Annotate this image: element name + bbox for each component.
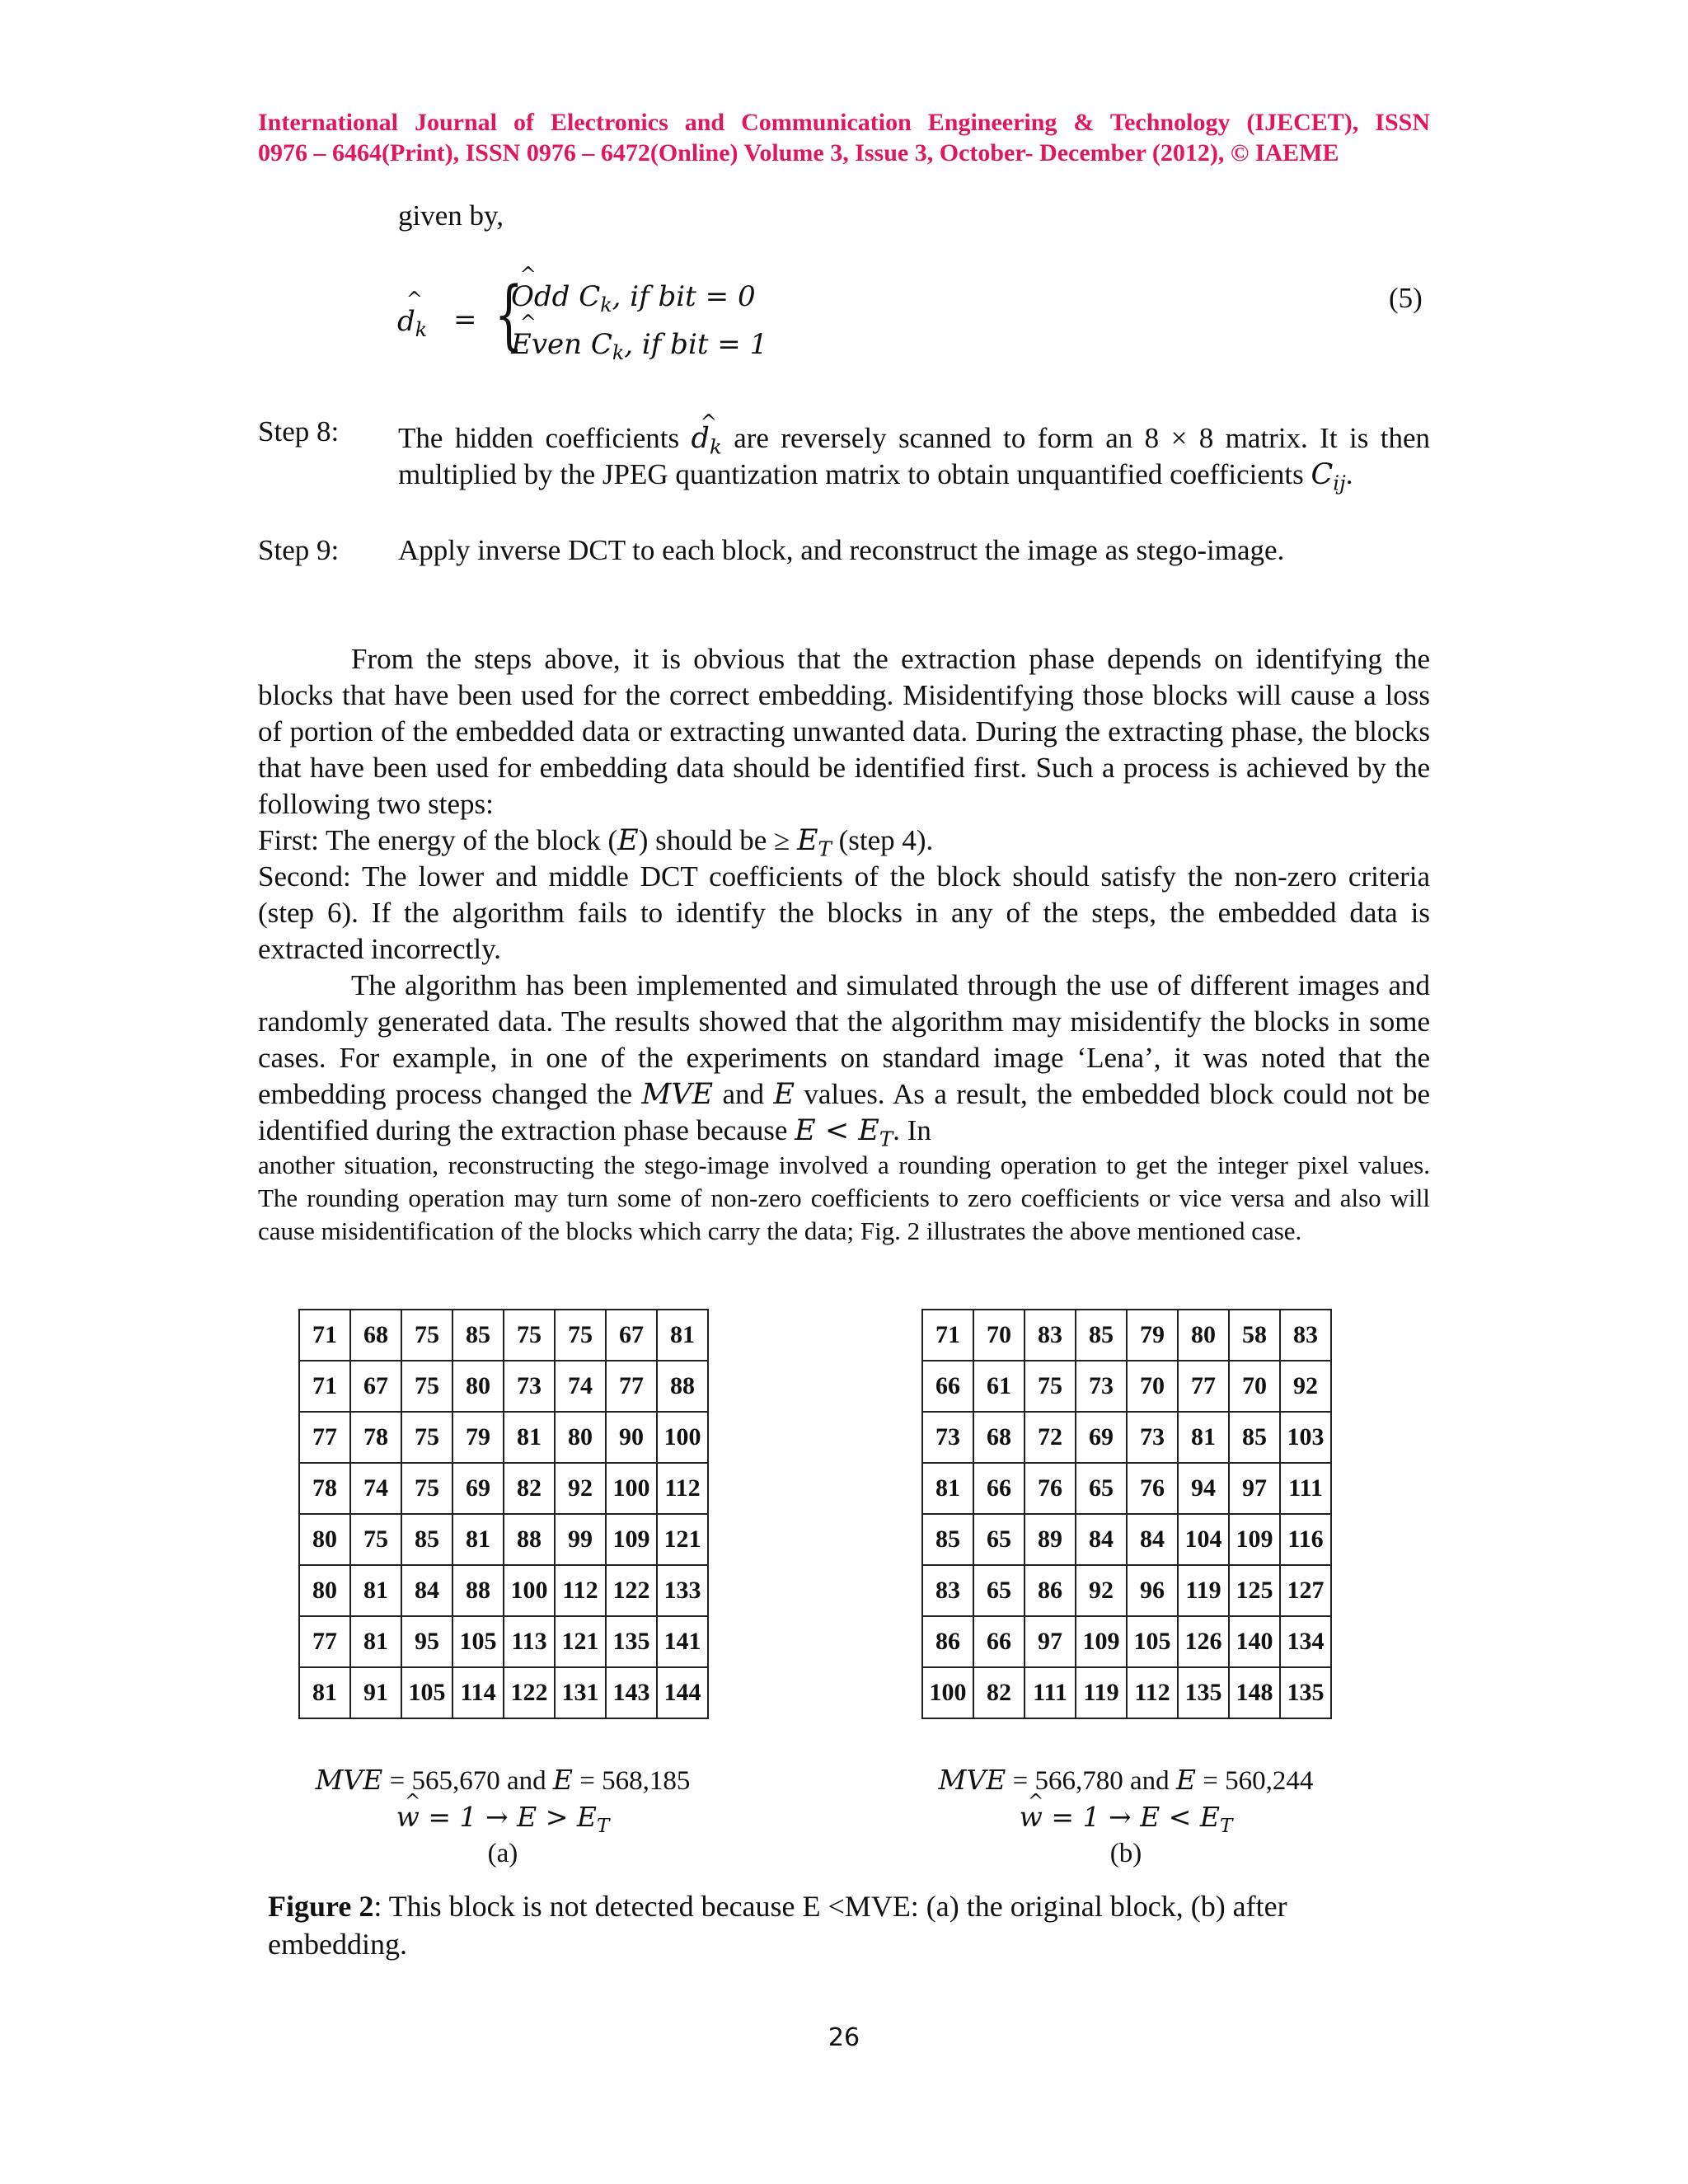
table-cell: 69 (452, 1463, 504, 1514)
table-cell: 105 (1127, 1616, 1178, 1667)
table-cell: 68 (973, 1412, 1025, 1463)
table-cell: 112 (1127, 1667, 1178, 1718)
caption-a-relation: w ^ = $1 \to E > E_T$ (247, 1799, 758, 1835)
table-row (299, 1412, 708, 1463)
table-cell: 68 (350, 1310, 401, 1361)
table-cell: 114 (452, 1667, 504, 1718)
table-cell: 84 (1076, 1514, 1127, 1565)
table-row (299, 1616, 708, 1667)
table-cell: 85 (452, 1310, 504, 1361)
table-cell: 74 (555, 1361, 606, 1412)
table-row (922, 1667, 1331, 1718)
table-cell: 103 (1280, 1412, 1331, 1463)
table-cell: 81 (657, 1310, 708, 1361)
table-cell: 85 (401, 1514, 452, 1565)
table-cell: 135 (606, 1616, 657, 1667)
table-cell: 83 (1280, 1310, 1331, 1361)
caption-a-label: (a) (487, 1839, 518, 1868)
step-9-text: Apply inverse DCT to each block, and reconstruct the image as stego-image. (398, 534, 1285, 566)
table-cell: 77 (299, 1412, 350, 1463)
table-row (922, 1412, 1331, 1463)
table-cell: 75 (350, 1514, 401, 1565)
table-cell: 81 (350, 1565, 401, 1616)
table-cell: 85 (1229, 1412, 1280, 1463)
table-cell: 111 (1280, 1463, 1331, 1514)
table-row (299, 1310, 708, 1361)
table-cell: 82 (973, 1667, 1025, 1718)
paragraph-first-step: First: The energy of the block (E) should be ≥ $E_T$ (step 4). (258, 824, 934, 861)
table-cell: 77 (606, 1361, 657, 1412)
table-cell: 76 (1025, 1463, 1076, 1514)
table-cell: 80 (1178, 1310, 1229, 1361)
table-cell: 88 (504, 1514, 555, 1565)
figure-caption (268, 1887, 1422, 1963)
table-embedded-block (921, 1309, 1332, 1719)
table-cell: 79 (1127, 1310, 1178, 1361)
table-cell: 140 (1229, 1616, 1280, 1667)
table-cell: 71 (922, 1310, 973, 1361)
table-cell: 71 (299, 1361, 350, 1412)
caption-b (870, 1762, 1381, 1872)
table-cell: 97 (1229, 1463, 1280, 1514)
table-cell: 66 (922, 1361, 973, 1412)
step-9-label: Step 9: (258, 534, 340, 566)
table-cell: 135 (1280, 1667, 1331, 1718)
table-cell: 86 (922, 1616, 973, 1667)
table-cell: 69 (1076, 1412, 1127, 1463)
table-cell: 78 (299, 1463, 350, 1514)
table-cell: 65 (973, 1514, 1025, 1565)
table-row (299, 1565, 708, 1616)
table-cell: 131 (555, 1667, 606, 1718)
body-paragraph-1 (258, 641, 1430, 1248)
table-row (299, 1667, 708, 1718)
table-cell: 66 (973, 1463, 1025, 1514)
eq-case-2: Even C $\^{}_k$, if bit = 1 (511, 328, 767, 361)
table-cell: 76 (1127, 1463, 1178, 1514)
table-cell: 70 (1127, 1361, 1178, 1412)
table-cell: 112 (657, 1463, 708, 1514)
paragraph-rounding: another situation, reconstructing the stego-image involved a rounding operation to get the integer pixel values. The rounding operation may turn some of non-zero coefficients to zero coefficients or vice versa and also will cause misidentification of the blocks which carry the data; Fig. 2 illustrates the above mentioned case. (258, 1151, 1430, 1245)
eq-equals: = (453, 303, 477, 336)
table-cell: 81 (504, 1412, 555, 1463)
step-8-text: The hidden coefficients d $\^{}_k$ are reversely scanned to form an 8 × 8 matrix. It is then multiplied by the JPEG quantization matrix to obtain unquantified coefficients $C_{ij}$. (398, 420, 1430, 493)
table-cell: 81 (1178, 1412, 1229, 1463)
table-cell: 77 (1178, 1361, 1229, 1412)
eq-brace: { (494, 270, 523, 359)
table-cell: 81 (299, 1667, 350, 1718)
table-cell: 105 (452, 1616, 504, 1667)
table-cell: 90 (606, 1412, 657, 1463)
table-cell: 81 (350, 1616, 401, 1667)
table-cell: 86 (1025, 1565, 1076, 1616)
table-cell: 143 (606, 1667, 657, 1718)
table-cell: 89 (1025, 1514, 1076, 1565)
journal-header (258, 107, 1430, 168)
table-row (299, 1463, 708, 1514)
table-cell: 133 (657, 1565, 708, 1616)
table-cell: 70 (973, 1310, 1025, 1361)
table-cell: 119 (1178, 1565, 1229, 1616)
table-row (299, 1361, 708, 1412)
table-cell: 97 (1025, 1616, 1076, 1667)
table-cell: 75 (555, 1310, 606, 1361)
table-cell: 94 (1178, 1463, 1229, 1514)
page-number: 26 (828, 2023, 860, 2052)
table-cell: 84 (1127, 1514, 1178, 1565)
table-cell: 112 (555, 1565, 606, 1616)
table-cell: 141 (657, 1616, 708, 1667)
figure-caption-label: Figure 2 (268, 1890, 374, 1923)
table-cell: 58 (1229, 1310, 1280, 1361)
equation-5 (396, 270, 857, 371)
table-cell: 122 (606, 1565, 657, 1616)
table-cell: 95 (401, 1616, 452, 1667)
table-cell: 116 (1280, 1514, 1331, 1565)
table-cell: 135 (1178, 1667, 1229, 1718)
table-cell: 105 (401, 1667, 452, 1718)
table-cell: 126 (1178, 1616, 1229, 1667)
table-cell: 73 (1127, 1412, 1178, 1463)
paragraph-extraction: From the steps above, it is obvious that the extraction phase depends on identifying the blocks that have been used for the correct embedding. Misidentifying those blocks will cause a loss of portion of the embedded data or extracting unwanted data. During the extracting phase, the blocks that have been used for embedding data should be identified first. Such a process is achieved by the following two steps: (258, 643, 1430, 820)
table-cell: 88 (657, 1361, 708, 1412)
table-cell: 81 (922, 1463, 973, 1514)
table-cell: 73 (922, 1412, 973, 1463)
table-row (922, 1565, 1331, 1616)
table-cell: 100 (922, 1667, 973, 1718)
table-cell: 73 (1076, 1361, 1127, 1412)
table-cell: 85 (1076, 1310, 1127, 1361)
intro-text: given by, (398, 199, 504, 232)
table-cell: 75 (401, 1361, 452, 1412)
table-cell: 80 (452, 1361, 504, 1412)
table-cell: 91 (350, 1667, 401, 1718)
table-cell: 78 (350, 1412, 401, 1463)
table-cell: 84 (401, 1565, 452, 1616)
table-cell: 72 (1025, 1412, 1076, 1463)
table-cell: 67 (350, 1361, 401, 1412)
table-row (922, 1616, 1331, 1667)
table-row (922, 1514, 1331, 1565)
eq-case-1: Odd C $\^{}_k$, if bit = 0 (511, 280, 756, 313)
table-cell: 75 (401, 1463, 452, 1514)
table-cell: 83 (922, 1565, 973, 1616)
table-cell: 85 (922, 1514, 973, 1565)
table-cell: 113 (504, 1616, 555, 1667)
table-cell: 109 (1076, 1616, 1127, 1667)
table-cell: 92 (1076, 1565, 1127, 1616)
table-cell: 81 (452, 1514, 504, 1565)
table-cell: 74 (350, 1463, 401, 1514)
table-cell: 99 (555, 1514, 606, 1565)
table-cell: 121 (555, 1616, 606, 1667)
table-cell: 121 (657, 1514, 708, 1565)
table-row (922, 1463, 1331, 1514)
table-row (922, 1310, 1331, 1361)
header-line-2: 0976 – 6464(Print), ISSN 0976 – 6472(Online) Volume 3, Issue 3, October- December (2012), © IAEME (258, 139, 1339, 166)
eq-lhs: d $\^{}_k$ (397, 305, 427, 338)
table-cell: 109 (606, 1514, 657, 1565)
table-cell: 80 (299, 1514, 350, 1565)
table-cell: 92 (555, 1463, 606, 1514)
table-row (299, 1514, 708, 1565)
table-cell: 96 (1127, 1565, 1178, 1616)
table-cell: 127 (1280, 1565, 1331, 1616)
caption-b-mve: MVE = 566,780 and E = 560,244 (938, 1764, 1314, 1796)
table-cell: 77 (299, 1616, 350, 1667)
table-cell: 100 (606, 1463, 657, 1514)
caption-b-relation: w ^ = $1 \to E < E_T$ (870, 1799, 1381, 1835)
table-cell: 67 (606, 1310, 657, 1361)
table-cell: 61 (973, 1361, 1025, 1412)
paragraph-second-step: Second: The lower and middle DCT coefficients of the block should satisfy the non-zero criteria (step 6). If the algorithm fails to identify the blocks in any of the steps, the embedded data is extracted incorrectly. (258, 860, 1430, 965)
step-8-label: Step 8: (258, 415, 340, 448)
table-cell: 75 (504, 1310, 555, 1361)
table-cell: 75 (1025, 1361, 1076, 1412)
table-cell: 109 (1229, 1514, 1280, 1565)
table-cell: 119 (1076, 1667, 1127, 1718)
table-original-block (298, 1309, 709, 1719)
table-cell: 100 (504, 1565, 555, 1616)
table-cell: 83 (1025, 1310, 1076, 1361)
paragraph-results: The algorithm has been implemented and simulated through the use of different images and randomly generated data. The results showed that the algorithm may misidentify the blocks in some cases. For example, in one of the experiments on standard image ‘Lena’, it was noted that the embedding process changed the MVE and E values. As a result, the embedded block could not be identified during the extraction phase because $E < E_T$. In (258, 969, 1430, 1151)
table-cell: 80 (555, 1412, 606, 1463)
table-row (922, 1361, 1331, 1412)
table-cell: 111 (1025, 1667, 1076, 1718)
caption-a-mve: MVE = 565,670 and E = 568,185 (315, 1764, 691, 1796)
header-line-1: International Journal of Electronics and Communication Engineering & Technology (IJECET), ISSN (258, 109, 1430, 136)
table-cell: 122 (504, 1667, 555, 1718)
caption-b-label: (b) (1109, 1839, 1142, 1868)
table-cell: 100 (657, 1412, 708, 1463)
table-cell: 104 (1178, 1514, 1229, 1565)
table-cell: 134 (1280, 1616, 1331, 1667)
table-cell: 125 (1229, 1565, 1280, 1616)
table-cell: 80 (299, 1565, 350, 1616)
table-cell: 92 (1280, 1361, 1331, 1412)
table-cell: 65 (973, 1565, 1025, 1616)
table-cell: 70 (1229, 1361, 1280, 1412)
caption-a (247, 1762, 758, 1872)
table-cell: 66 (973, 1616, 1025, 1667)
figure-caption-text: : This block is not detected because E <MVE: (a) the original block, (b) after embedding. (268, 1890, 1287, 1961)
table-cell: 79 (452, 1412, 504, 1463)
table-cell: 148 (1229, 1667, 1280, 1718)
table-cell: 88 (452, 1565, 504, 1616)
table-cell: 144 (657, 1667, 708, 1718)
table-cell: 75 (401, 1412, 452, 1463)
table-cell: 75 (401, 1310, 452, 1361)
equation-number: (5) (1389, 282, 1423, 314)
table-cell: 65 (1076, 1463, 1127, 1514)
table-cell: 71 (299, 1310, 350, 1361)
table-cell: 82 (504, 1463, 555, 1514)
table-cell: 73 (504, 1361, 555, 1412)
